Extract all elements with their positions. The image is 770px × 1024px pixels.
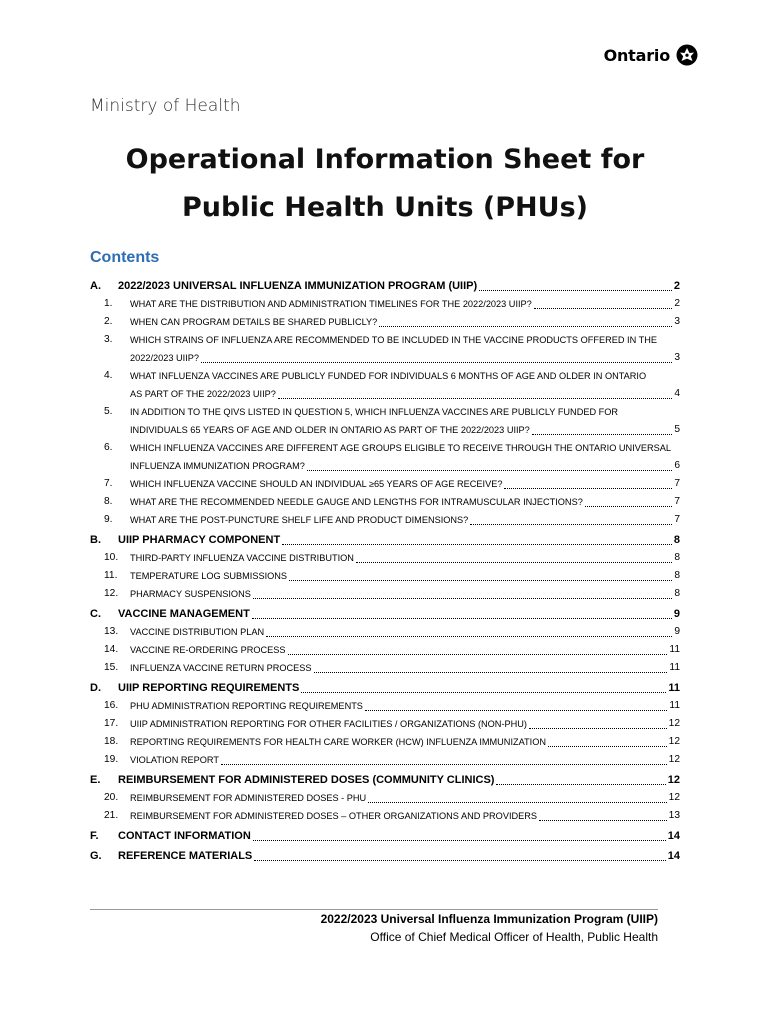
- toc-subentry[interactable]: [90, 623, 680, 641]
- toc-page-number: 9: [673, 608, 680, 620]
- dot-leader: [266, 636, 672, 637]
- footer-divider: [90, 909, 658, 910]
- toc-entry-number: 5.: [104, 406, 113, 417]
- toc-subentry[interactable]: [90, 511, 680, 529]
- toc-page-number: 7: [674, 478, 680, 489]
- dot-leader: [253, 598, 673, 599]
- toc-entry-text: TEMPERATURE LOG SUBMISSIONS: [130, 571, 288, 581]
- dot-leader: [307, 470, 672, 471]
- toc-entry-text: REFERENCE MATERIALS: [118, 850, 253, 862]
- title-line-1: Operational Information Sheet for: [125, 144, 645, 175]
- toc-entry-text: VACCINE RE-ORDERING PROCESS: [130, 645, 286, 655]
- toc-page-number: 13: [668, 810, 680, 821]
- dot-leader: [201, 362, 672, 363]
- toc-entry-text: WHAT ARE THE DISTRIBUTION AND ADMINISTRATION TIMELINES FOR THE 2022/2023 UIIP?: [130, 299, 532, 309]
- toc-entry-number: 9.: [104, 514, 113, 525]
- toc-entry-text: PHU ADMINISTRATION REPORTING REQUIREMENTS: [130, 701, 363, 711]
- toc-entry-number: 20.: [104, 792, 119, 803]
- toc-entry-text: VACCINE MANAGEMENT: [118, 608, 250, 620]
- toc-entry-text: REIMBURSEMENT FOR ADMINISTERED DOSES - PHU: [130, 793, 367, 803]
- title-line-2: Public Health Units (PHUs): [181, 192, 588, 223]
- toc-entry-number: 19.: [104, 754, 119, 765]
- trillium-icon: [676, 44, 698, 66]
- toc-subentry[interactable]: [90, 475, 680, 493]
- toc-entry-text: REIMBURSEMENT FOR ADMINISTERED DOSES – OTHER ORGANIZATIONS AND PROVIDERS: [130, 811, 538, 821]
- toc-page-number: 2: [673, 280, 680, 292]
- toc-entry-text-line-2: 2022/2023 UIIP?: [130, 353, 199, 363]
- toc-entry-number: B.: [90, 534, 101, 546]
- dot-leader: [585, 506, 673, 507]
- toc-page-number: 11: [668, 682, 680, 694]
- toc-page-number: 7: [674, 496, 680, 507]
- toc-entry-number: 6.: [104, 442, 113, 453]
- toc-section-entry[interactable]: [90, 771, 680, 789]
- toc-subentry[interactable]: [90, 659, 680, 677]
- toc-entry-text: CONTACT INFORMATION: [118, 830, 251, 842]
- dot-leader: [365, 710, 667, 711]
- toc-entry-text: WHAT ARE THE RECOMMENDED NEEDLE GAUGE AND LENGTHS FOR INTRAMUSCULAR INJECTIONS?: [130, 497, 583, 507]
- toc-page-number: 8: [673, 534, 680, 546]
- dot-leader: [470, 524, 672, 525]
- toc-entry-number: E.: [90, 774, 101, 786]
- page-title: [0, 136, 770, 232]
- toc-entry-number: 3.: [104, 334, 113, 345]
- toc-section-entry[interactable]: [90, 277, 680, 295]
- toc-entry-text-line-2: AS PART OF THE 2022/2023 UIIP?: [130, 389, 276, 399]
- toc-page-number: 8: [674, 570, 680, 581]
- toc-page-number: 11: [669, 644, 680, 655]
- dot-leader: [539, 820, 667, 821]
- dot-leader: [301, 692, 666, 693]
- toc-entry-text-line-1: WHICH STRAINS OF INFLUENZA ARE RECOMMENDED TO BE INCLUDED IN THE VACCINE PRODUCTS OFFERED IN THE: [130, 335, 657, 345]
- toc-page-number: 12: [667, 774, 680, 786]
- dot-leader: [289, 580, 672, 581]
- dot-leader: [288, 654, 668, 655]
- toc-entry-text: 2022/2023 UNIVERSAL INFLUENZA IMMUNIZATION PROGRAM (UIIP): [118, 280, 478, 292]
- toc-entry-text: INFLUENZA VACCINE RETURN PROCESS: [130, 663, 312, 673]
- dot-leader: [534, 308, 673, 309]
- dot-leader: [253, 840, 666, 841]
- dot-leader: [314, 672, 668, 673]
- toc-entry-text-line-2: INFLUENZA IMMUNIZATION PROGRAM?: [130, 461, 305, 471]
- toc-entry-number: F.: [90, 830, 99, 842]
- toc-entry-number: 1.: [104, 298, 113, 309]
- dot-leader: [221, 764, 667, 765]
- toc-entry-text: REIMBURSEMENT FOR ADMINISTERED DOSES (COMMUNITY CLINICS): [118, 774, 495, 786]
- toc-subentry[interactable]: [90, 751, 680, 769]
- dot-leader: [379, 326, 672, 327]
- toc-page-number: 8: [674, 588, 680, 599]
- toc-entry-text-line-2: INDIVIDUALS 65 YEARS OF AGE AND OLDER IN ONTARIO AS PART OF THE 2022/2023 UIIP?: [130, 425, 530, 435]
- toc-entry-text: VIOLATION REPORT: [130, 755, 219, 765]
- toc-section-entry[interactable]: [90, 679, 680, 697]
- toc-entry-text-line-1: IN ADDITION TO THE QIVS LISTED IN QUESTION 5, WHICH INFLUENZA VACCINES ARE PUBLICLY FUNDED FOR: [130, 407, 619, 417]
- toc-entry-text: THIRD-PARTY INFLUENZA VACCINE DISTRIBUTION: [130, 553, 354, 563]
- dot-leader: [504, 488, 672, 489]
- toc-entry-number: 8.: [104, 496, 113, 507]
- toc-subentry[interactable]: [90, 733, 680, 751]
- toc-page-number: 3: [674, 316, 680, 327]
- toc-page-number: 11: [669, 662, 680, 673]
- toc-entry-number: C.: [90, 608, 101, 620]
- toc-page-number: 8: [674, 552, 680, 563]
- toc-entry-text: PHARMACY SUSPENSIONS: [130, 589, 251, 599]
- toc-entry-text-line-1: WHAT INFLUENZA VACCINES ARE PUBLICLY FUNDED FOR INDIVIDUALS 6 MONTHS OF AGE AND OLDER IN ONTARIO: [130, 371, 647, 381]
- toc-entry-number: 2.: [104, 316, 113, 327]
- toc-entry-text-line-1: WHICH INFLUENZA VACCINES ARE DIFFERENT AGE GROUPS ELIGIBLE TO RECEIVE THROUGH THE ONTARIO UNIVERSAL: [130, 443, 671, 453]
- dot-leader: [356, 562, 672, 563]
- toc-page-number: 4: [674, 388, 680, 399]
- toc-entry-number: D.: [90, 682, 101, 694]
- ministry-name: Ministry of Health: [90, 96, 241, 116]
- toc-page-number: 11: [669, 700, 680, 711]
- toc-entry-text: UIIP REPORTING REQUIREMENTS: [118, 682, 300, 694]
- dot-leader: [496, 784, 665, 785]
- toc-entry-number: 17.: [104, 718, 119, 729]
- toc-subentry[interactable]: [90, 331, 680, 367]
- dot-leader: [252, 618, 672, 619]
- toc-subentry[interactable]: [90, 367, 680, 403]
- toc-entry-text: UIIP ADMINISTRATION REPORTING FOR OTHER FACILITIES / ORGANIZATIONS (NON-PHU): [130, 719, 527, 729]
- dot-leader: [529, 728, 667, 729]
- toc-entry-number: 4.: [104, 370, 113, 381]
- contents-heading: Contents: [90, 249, 160, 266]
- toc-entry-number: 10.: [104, 552, 119, 563]
- toc-section-entry[interactable]: [90, 847, 680, 865]
- toc-entry-number: 11.: [104, 570, 118, 581]
- logo-text: Ontario: [603, 45, 670, 65]
- toc-entry-text: REPORTING REQUIREMENTS FOR HEALTH CARE WORKER (HCW) INFLUENZA IMMUNIZATION: [130, 737, 547, 747]
- toc-subentry[interactable]: [90, 585, 680, 603]
- toc-page-number: 14: [667, 850, 680, 862]
- toc-page-number: 12: [668, 718, 680, 729]
- dot-leader: [479, 290, 672, 291]
- toc-entry-number: 18.: [104, 736, 119, 747]
- dot-leader: [278, 398, 672, 399]
- toc-entry-number: A.: [90, 280, 101, 292]
- toc-page-number: 12: [668, 792, 680, 803]
- dot-leader: [548, 746, 667, 747]
- toc-entry-number: G.: [90, 850, 102, 862]
- toc-section-entry[interactable]: [90, 531, 680, 549]
- toc-entry-text: VACCINE DISTRIBUTION PLAN: [130, 627, 265, 637]
- toc-page-number: 5: [674, 424, 680, 435]
- toc-subentry[interactable]: [90, 313, 680, 331]
- dot-leader: [282, 544, 672, 545]
- dot-leader: [368, 802, 666, 803]
- toc-entry-number: 7.: [104, 478, 113, 489]
- toc-entry-number: 16.: [104, 700, 119, 711]
- toc-page-number: 7: [674, 514, 680, 525]
- toc-section-entry[interactable]: [90, 605, 680, 623]
- toc-subentry[interactable]: [90, 789, 680, 807]
- toc-entry-number: 13.: [104, 626, 119, 637]
- toc-entry-number: 21.: [104, 810, 119, 821]
- toc-page-number: 12: [668, 754, 680, 765]
- dot-leader: [254, 860, 666, 861]
- toc-entry-number: 14.: [104, 644, 119, 655]
- table-of-contents: [90, 275, 680, 865]
- toc-entry-text: WHICH INFLUENZA VACCINE SHOULD AN INDIVIDUAL ≥65 YEARS OF AGE RECEIVE?: [130, 479, 503, 489]
- toc-subentry[interactable]: [90, 403, 680, 439]
- toc-page-number: 2: [674, 298, 680, 309]
- footer-program: 2022/2023 Universal Influenza Immunization Program (UIIP): [320, 912, 658, 926]
- toc-page-number: 12: [668, 736, 680, 747]
- toc-subentry[interactable]: [90, 807, 680, 825]
- toc-page-number: 6: [674, 460, 680, 471]
- toc-subentry[interactable]: [90, 715, 680, 733]
- toc-page-number: 14: [667, 830, 680, 842]
- toc-entry-text: UIIP PHARMACY COMPONENT: [118, 534, 281, 546]
- toc-entry-text: WHEN CAN PROGRAM DETAILS BE SHARED PUBLICLY?: [130, 317, 378, 327]
- ontario-logo: [604, 44, 698, 66]
- toc-entry-number: 12.: [104, 588, 119, 599]
- toc-subentry[interactable]: [90, 549, 680, 567]
- toc-subentry[interactable]: [90, 295, 680, 313]
- toc-page-number: 3: [674, 352, 680, 363]
- toc-page-number: 9: [674, 626, 680, 637]
- toc-subentry[interactable]: [90, 493, 680, 511]
- toc-section-entry[interactable]: [90, 827, 680, 845]
- footer-office: Office of Chief Medical Officer of Health, Public Health: [370, 930, 658, 944]
- dot-leader: [532, 434, 673, 435]
- toc-subentry[interactable]: [90, 567, 680, 585]
- toc-entry-number: 15.: [104, 662, 119, 673]
- toc-subentry[interactable]: [90, 439, 680, 475]
- toc-entry-text: WHAT ARE THE POST-PUNCTURE SHELF LIFE AND PRODUCT DIMENSIONS?: [130, 515, 469, 525]
- toc-subentry[interactable]: [90, 641, 680, 659]
- toc-subentry[interactable]: [90, 697, 680, 715]
